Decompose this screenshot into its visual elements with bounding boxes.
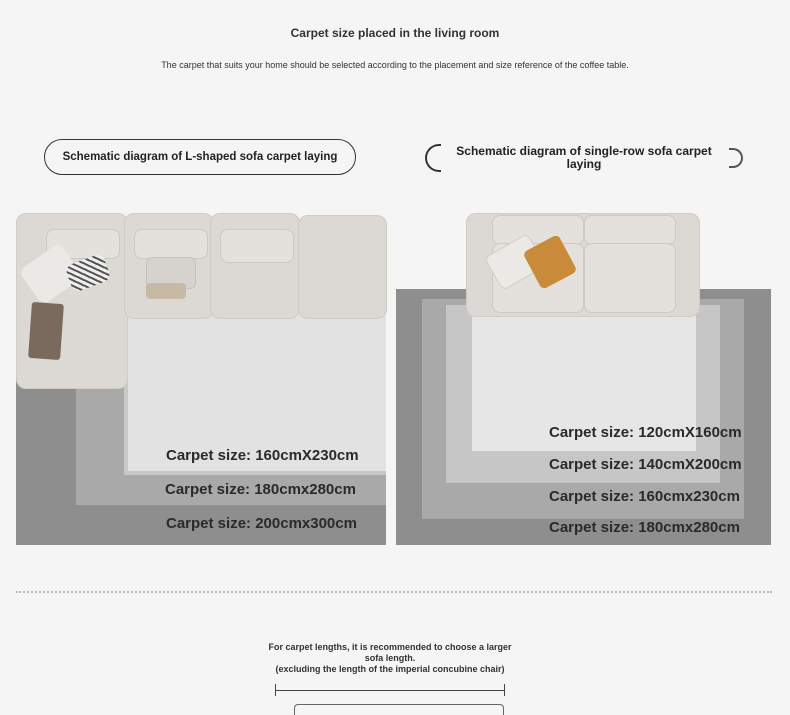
length-note	[260, 642, 520, 675]
length-note-line-2: (excluding the length of the imperial concubine chair)	[275, 664, 505, 674]
l-sofa-back-3	[220, 229, 294, 263]
measure-tick-left	[275, 684, 276, 696]
pillow-small-icon	[146, 283, 186, 299]
page-title: Carpet size placed in the living room	[290, 26, 500, 40]
right-size-label-1: Carpet size: 120cmX160cm	[549, 424, 742, 441]
right-size-label-2: Carpet size: 140cmX200cm	[549, 456, 742, 473]
left-size-label-3: Carpet size: 200cmx300cm	[166, 515, 357, 532]
right-diagram-title-text: Schematic diagram of single-row sofa carpet laying	[456, 144, 712, 171]
single-sofa-seat-2	[584, 243, 676, 313]
length-note-line-1: For carpet lengths, it is recommended to choose a larger sofa length.	[268, 642, 512, 663]
right-size-label-4: Carpet size: 180cmx280cm	[549, 519, 740, 536]
right-diagram	[396, 213, 771, 545]
l-sofa-end	[298, 215, 387, 319]
right-diagram-title	[425, 140, 743, 176]
measure-tick-right	[504, 684, 505, 696]
page-subtitle: The carpet that suits your home should be selected according to the placement and size reference of the coffee table.	[161, 60, 629, 70]
l-sofa-back-2	[134, 229, 208, 259]
sofa-outline	[294, 704, 504, 715]
pillow-brown-icon	[28, 302, 64, 360]
left-diagram	[16, 213, 387, 545]
left-size-label-1: Carpet size: 160cmX230cm	[166, 447, 359, 464]
single-sofa-back-1	[492, 215, 584, 245]
left-diagram-title	[44, 139, 356, 175]
measure-line	[275, 690, 505, 691]
left-size-label-2: Carpet size: 180cmx280cm	[165, 481, 356, 498]
section-divider	[16, 591, 772, 593]
single-sofa-back-2	[584, 215, 676, 245]
left-diagram-title-text: Schematic diagram of L-shaped sofa carpet laying	[62, 151, 338, 163]
right-size-label-3: Carpet size: 160cmx230cm	[549, 488, 740, 505]
